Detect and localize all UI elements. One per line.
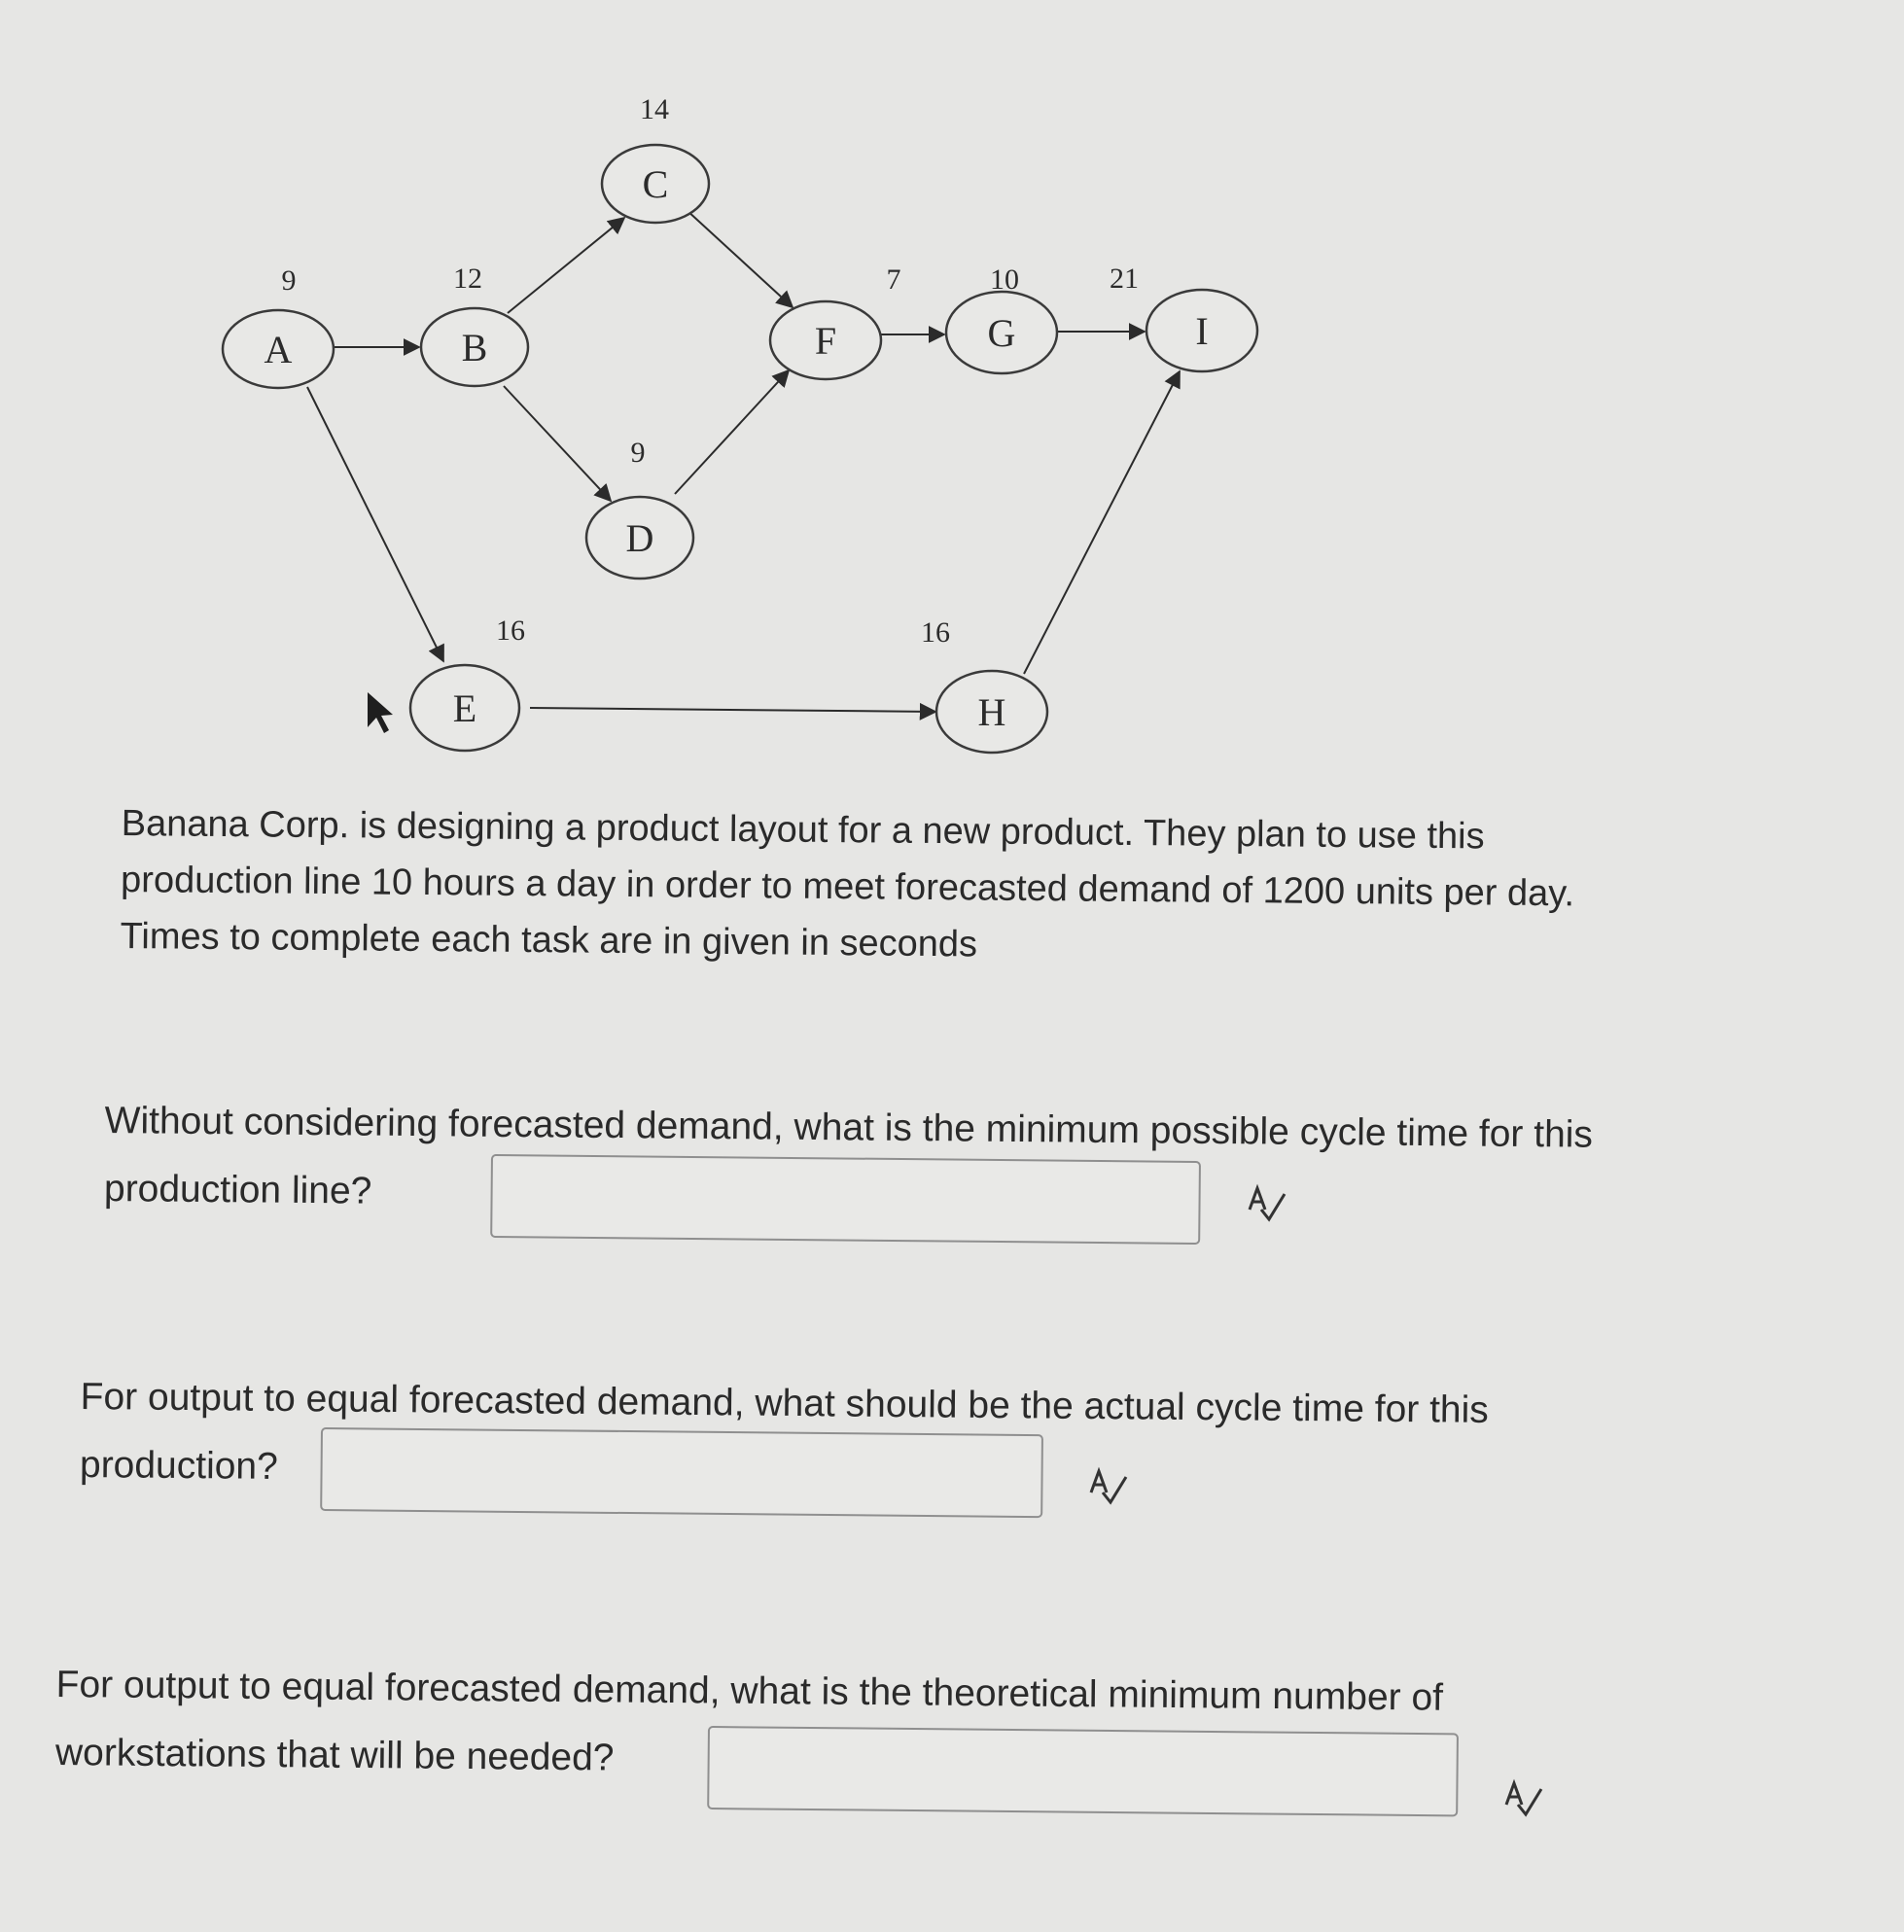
node-label-f: F — [814, 319, 837, 363]
spellcheck-icon[interactable] — [1085, 1463, 1130, 1508]
mouse-pointer-icon — [368, 692, 393, 733]
edge-d-f — [675, 370, 789, 494]
task-time-b: 12 — [453, 263, 482, 295]
task-time-g: 10 — [990, 263, 1019, 296]
task-time-c: 14 — [640, 93, 669, 125]
node-label-e: E — [452, 686, 477, 730]
precedence-diagram — [0, 0, 1904, 778]
task-time-d: 9 — [630, 437, 646, 469]
task-time-f: 7 — [886, 263, 901, 296]
problem-intro: Banana Corp. is designing a product layout for a new product. They plan to use this production line 10 hours a day in order to meet forecasted demand of 1200 units per day. Times to complete each task are in given in seconds — [120, 802, 1575, 966]
spellcheck-icon[interactable] — [1244, 1180, 1288, 1225]
edge-b-c — [508, 218, 624, 313]
edge-h-i — [1024, 371, 1180, 674]
question-1-answer-input[interactable] — [490, 1154, 1201, 1245]
edge-e-h — [530, 708, 935, 712]
question-2-text: For output to equal forecasted demand, what should be the actual cycle time for this production? — [79, 1375, 1489, 1488]
node-label-c: C — [642, 162, 669, 206]
question-2-answer-input[interactable] — [320, 1427, 1043, 1518]
node-label-a: A — [264, 328, 293, 371]
task-time-i: 21 — [1110, 263, 1139, 295]
node-label-b: B — [461, 326, 488, 369]
node-label-g: G — [987, 311, 1016, 355]
edge-b-d — [504, 386, 611, 501]
task-time-a: 9 — [281, 264, 297, 297]
node-label-i: I — [1195, 309, 1209, 353]
node-label-d: D — [625, 516, 654, 560]
edge-c-f — [687, 210, 793, 307]
question-1-text: Without considering forecasted demand, what is the minimum possible cycle time for this production line? — [103, 1099, 1594, 1212]
node-label-h: H — [977, 690, 1006, 734]
task-time-h: 16 — [921, 616, 950, 649]
question-3-text: For output to equal forecasted demand, what is the theoretical minimum number of workstations that will be needed? — [54, 1663, 1444, 1779]
task-time-e: 16 — [496, 615, 525, 647]
edge-a-e — [307, 387, 443, 661]
question-3-answer-input[interactable] — [707, 1726, 1459, 1816]
spellcheck-icon[interactable] — [1500, 1775, 1545, 1820]
